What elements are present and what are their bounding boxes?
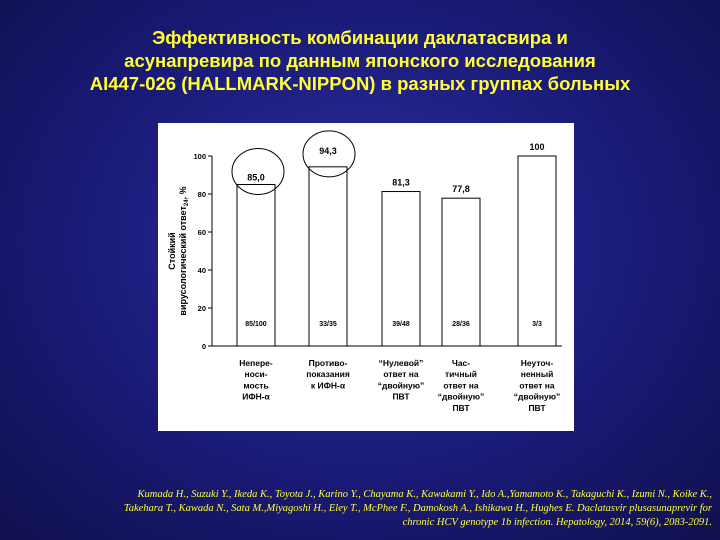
citation-line: Takehara T., Kawada N., Sata M.,Miyagoshi H., Eley T., McPhee F., Damokosh A., Ishikawa H., Hughes E. Daclatasvir plusasunaprevir for bbox=[123, 503, 712, 514]
y-tick-label: 0 bbox=[201, 342, 206, 351]
category-label: Противо-показания к ИФН-α bbox=[306, 358, 350, 391]
count-label: 28/36 bbox=[452, 321, 470, 328]
category-label: Час-тичный ответ на “двойную” ПВТ bbox=[437, 358, 485, 413]
category-label: Неуточ-ненный ответ на “двойную” ПВТ bbox=[513, 358, 561, 413]
citation bbox=[14, 488, 712, 530]
count-label: 33/35 bbox=[319, 321, 337, 328]
count-label: 39/48 bbox=[392, 321, 410, 328]
value-label: 100 bbox=[529, 142, 545, 152]
value-label: 94,3 bbox=[319, 145, 337, 156]
title-line: AI447-026 (HALLMARK-NIPPON) в разных группах больных bbox=[89, 73, 631, 94]
y-tick-label: 40 bbox=[197, 266, 206, 275]
count-label: 85/100 bbox=[245, 321, 267, 328]
citation-line: Kumada H., Suzuki Y., Ikeda K., Toyota J., Karino Y., Chayama K., Kawakami Y., Ido A.,Yamamoto K., Takaguchi K., Izumi N., Koike K., bbox=[137, 489, 712, 500]
title-line: Эффективность комбинации даклатасвира и bbox=[152, 27, 568, 48]
y-tick-label: 20 bbox=[197, 304, 206, 313]
bar bbox=[309, 167, 347, 346]
bar-chart-panel bbox=[158, 123, 574, 431]
bar bbox=[518, 156, 556, 346]
value-label: 85,0 bbox=[247, 172, 265, 183]
category-label: “Нулевой” ответ на “двойную” ПВТ bbox=[377, 358, 425, 402]
slide-title bbox=[0, 26, 720, 95]
y-tick-label: 60 bbox=[197, 228, 206, 237]
citation-line: chronic HCV genotype 1b infection. Hepatology, 2014, 59(6), 2083-2091. bbox=[402, 517, 712, 528]
value-label: 77,8 bbox=[452, 184, 470, 195]
value-label: 81,3 bbox=[392, 177, 410, 188]
category-label: Непере-носи-мость ИФН-α bbox=[239, 358, 273, 402]
y-tick-label: 100 bbox=[193, 152, 206, 161]
bar-chart bbox=[158, 123, 574, 431]
y-tick-label: 80 bbox=[197, 190, 206, 199]
title-line: асунапревира по данным японского исследования bbox=[124, 50, 596, 71]
y-axis-title: Стойкийвирусологический ответ$_{24}$, % bbox=[167, 186, 190, 316]
count-label: 3/3 bbox=[532, 321, 542, 328]
